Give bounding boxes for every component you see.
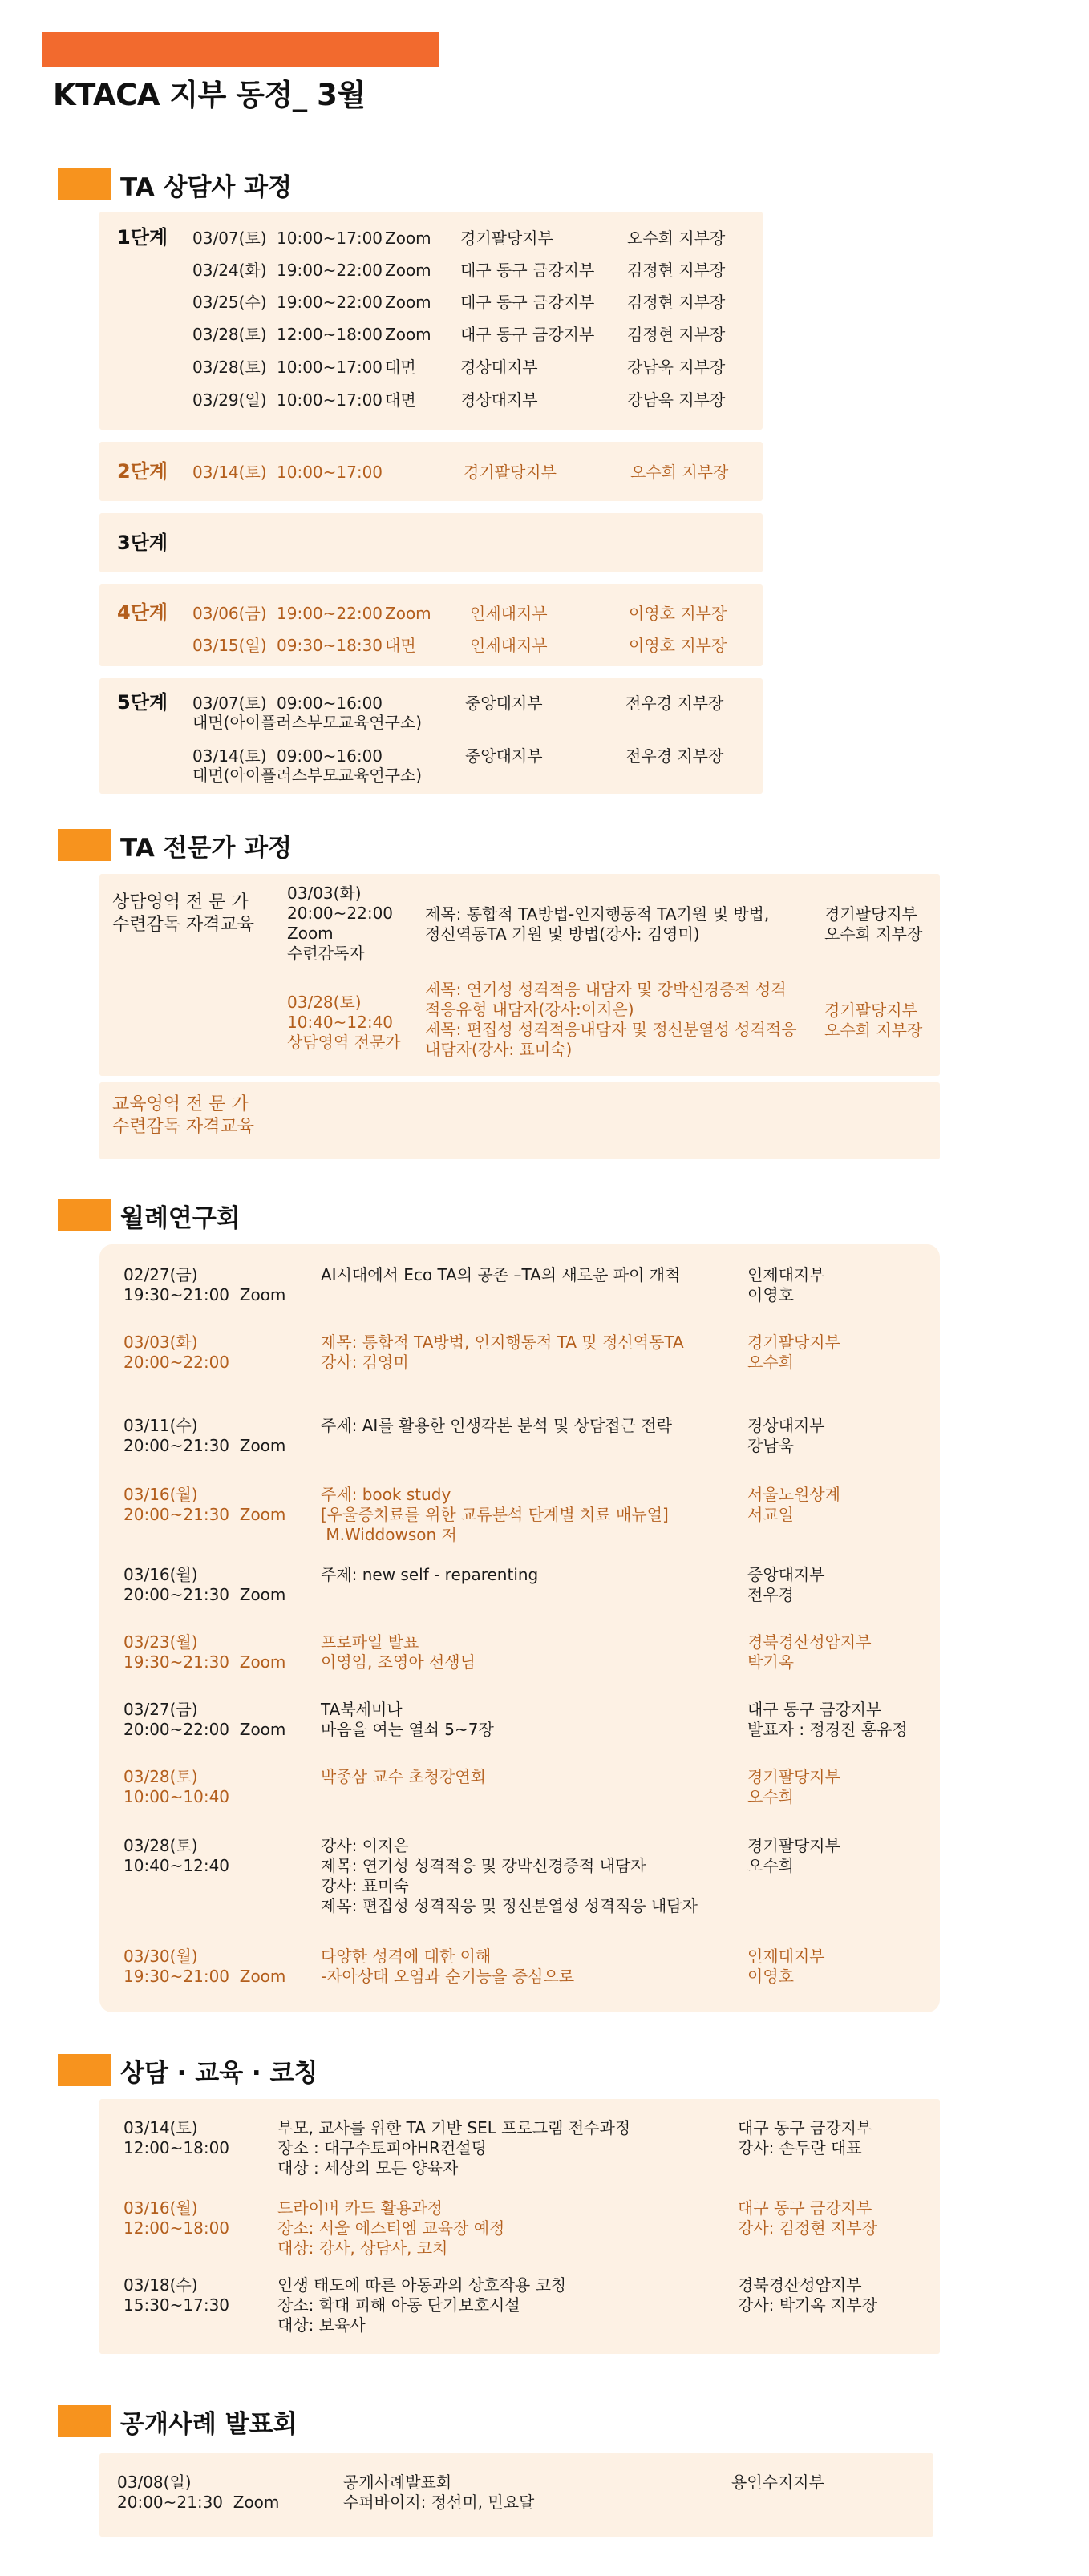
row-time: 10:00~17:00 bbox=[277, 463, 383, 482]
expert-branch: 경기팔당지부 오수희 지부장 bbox=[824, 1001, 923, 1040]
row-branch: 경상대지부 bbox=[460, 390, 538, 410]
monthly-branch: 경기팔당지부 오수희 bbox=[747, 1767, 840, 1806]
monthly-when: 03/23(월) 19:30~21:30 Zoom bbox=[123, 1632, 286, 1672]
row-branch: 경기팔당지부 bbox=[464, 463, 557, 482]
row-date: 03/24(화) bbox=[192, 261, 267, 280]
page-title: KTACA 지부 동정_ 3월 bbox=[53, 78, 366, 112]
section-header-counseling bbox=[58, 2052, 318, 2088]
counseling-branch: 대구 동구 금강지부 강사: 김정현 지부장 bbox=[738, 2198, 878, 2238]
row-person: 전우경 지부장 bbox=[625, 746, 724, 766]
monthly-when: 03/16(월) 20:00~21:30 Zoom bbox=[123, 1485, 286, 1524]
row-branch: 대구 동구 금강지부 bbox=[460, 261, 595, 280]
monthly-branch: 경기팔당지부 오수희 bbox=[747, 1332, 840, 1372]
row-date: 03/29(일) bbox=[192, 390, 267, 410]
expert-subject: 제목: 통합적 TA방법-인지행동적 TA기원 및 방법, 정신역동TA 기원 및 방법(강사: 김영미) bbox=[425, 904, 770, 944]
monthly-content: AI시대에서 Eco TA의 공존 –TA의 새로운 파이 개척 bbox=[321, 1265, 681, 1284]
monthly-when: 03/30(월) 19:30~21:00 Zoom bbox=[123, 1947, 286, 1986]
row-person: 이영호 지부장 bbox=[629, 636, 727, 655]
section-title: 월례연구회 bbox=[120, 1203, 241, 1233]
row-date: 03/07(토) bbox=[192, 228, 267, 248]
section-header-ta-expert bbox=[58, 827, 292, 863]
monthly-content: 강사: 이지은 제목: 연기성 성격적응 및 강박신경증적 내담자 강사: 표미숙 제목: 편집성 성격적응 및 정신분열성 성격적응 내담자 bbox=[321, 1836, 698, 1915]
expert-category-label: 교육영역 전 문 가 수련감독 자격교육 bbox=[112, 1094, 255, 1137]
monthly-branch: 중앙대지부 전우경 bbox=[747, 1565, 825, 1604]
row-date: 03/07(토) bbox=[192, 694, 267, 713]
monthly-when: 03/11(수) 20:00~21:30 Zoom bbox=[123, 1416, 286, 1455]
row-date: 03/28(토) bbox=[192, 358, 267, 377]
row-time: 10:00~17:00 bbox=[277, 228, 383, 248]
row-person: 강남욱 지부장 bbox=[627, 358, 726, 377]
expert-when: 03/28(토) 10:40~12:40 상담영역 전문가 bbox=[287, 993, 401, 1052]
row-branch: 중앙대지부 bbox=[465, 694, 543, 713]
monthly-content: 박종삼 교수 초청강연회 bbox=[321, 1767, 486, 1786]
monthly-content: 다양한 성격에 대한 이해 -자아상태 오염과 순기능을 중심으로 bbox=[321, 1947, 575, 1986]
monthly-content: 프로파일 발표 이영임, 조영아 선생님 bbox=[321, 1632, 476, 1672]
row-date: 03/14(토) bbox=[192, 463, 267, 482]
monthly-branch: 경기팔당지부 오수희 bbox=[747, 1836, 840, 1875]
monthly-branch: 인제대지부 이영호 bbox=[747, 1947, 825, 1986]
row-place: 대면(아이플러스부모교육연구소) bbox=[192, 713, 423, 732]
row-person: 전우경 지부장 bbox=[625, 694, 724, 713]
row-time: 19:00~22:00 bbox=[277, 293, 383, 312]
monthly-when: 03/28(토) 10:40~12:40 bbox=[123, 1836, 230, 1875]
row-date: 03/14(토) bbox=[192, 746, 267, 766]
public-case-content: 공개사례발표회 수퍼바이저: 정선미, 민요달 bbox=[343, 2473, 535, 2512]
monthly-branch: 대구 동구 금강지부 발표자 : 정경진 홍유정 bbox=[747, 1700, 908, 1739]
monthly-content: 제목: 통합적 TA방법, 인지행동적 TA 및 정신역동TA 강사: 김영미 bbox=[321, 1332, 684, 1372]
monthly-content: 주제: book study [우울증치료를 위한 교류분석 단계별 치료 매뉴얼] M.Widdowson 저 bbox=[321, 1485, 669, 1544]
row-time: 10:00~17:00 bbox=[277, 390, 383, 410]
row-date: 03/15(일) bbox=[192, 636, 267, 655]
stage-3-box bbox=[99, 513, 763, 572]
row-mode: 대면 bbox=[385, 358, 416, 377]
row-time: 19:00~22:00 bbox=[277, 604, 383, 623]
public-case-branch: 용인수지지부 bbox=[731, 2473, 824, 2492]
section-title: 공개사례 발표회 bbox=[120, 2409, 298, 2439]
title-accent-bar bbox=[42, 32, 439, 67]
row-branch: 경상대지부 bbox=[460, 358, 538, 377]
row-person: 김정현 지부장 bbox=[627, 293, 726, 312]
row-mode: 대면 bbox=[385, 390, 416, 410]
row-mode: 대면 bbox=[385, 636, 416, 655]
row-time: 19:00~22:00 bbox=[277, 261, 383, 280]
counseling-when: 03/18(수) 15:30~17:30 bbox=[123, 2275, 230, 2315]
row-mode: Zoom bbox=[385, 325, 431, 344]
monthly-when: 02/27(금) 19:30~21:00 Zoom bbox=[123, 1265, 286, 1304]
row-person: 김정현 지부장 bbox=[627, 261, 726, 280]
section-title: TA 상담사 과정 bbox=[120, 172, 293, 202]
section-mark bbox=[58, 168, 111, 200]
counseling-content: 드라이버 카드 활용과정 장소: 서울 에스티엠 교육장 예정 대상: 강사, 상담사, 코치 bbox=[277, 2198, 505, 2258]
monthly-when: 03/16(월) 20:00~21:30 Zoom bbox=[123, 1565, 286, 1604]
section-title: TA 전문가 과정 bbox=[120, 833, 293, 863]
row-time: 12:00~18:00 bbox=[277, 325, 383, 344]
counseling-when: 03/16(월) 12:00~18:00 bbox=[123, 2198, 230, 2238]
monthly-content: 주제: AI를 활용한 인생각본 분석 및 상담접근 전략 bbox=[321, 1416, 672, 1435]
monthly-branch: 경상대지부 강남욱 bbox=[747, 1416, 825, 1455]
expert-category-label: 상담영역 전 문 가 수련감독 자격교육 bbox=[112, 892, 255, 935]
stage-label: 4단계 bbox=[117, 601, 168, 624]
row-person: 김정현 지부장 bbox=[627, 325, 726, 344]
row-date: 03/06(금) bbox=[192, 604, 267, 623]
counseling-content: 인생 태도에 따른 아동과의 상호작용 코칭 장소: 학대 피해 아동 단기보호시설 대상: 보육사 bbox=[277, 2275, 567, 2335]
row-place: 대면(아이플러스부모교육연구소) bbox=[192, 766, 423, 785]
section-mark bbox=[58, 829, 111, 861]
row-date: 03/25(수) bbox=[192, 293, 267, 312]
row-time: 09:00~16:00 bbox=[277, 746, 383, 766]
section-mark bbox=[58, 1199, 111, 1231]
row-time: 10:00~17:00 bbox=[277, 358, 383, 377]
monthly-when: 03/03(화) 20:00~22:00 bbox=[123, 1332, 230, 1372]
row-mode: Zoom bbox=[385, 228, 431, 248]
row-branch: 경기팔당지부 bbox=[460, 228, 553, 248]
row-branch: 대구 동구 금강지부 bbox=[460, 293, 595, 312]
row-person: 오수희 지부장 bbox=[627, 228, 726, 248]
expert-branch: 경기팔당지부 오수희 지부장 bbox=[824, 904, 923, 944]
monthly-content: 주제: new self - reparenting bbox=[321, 1565, 539, 1584]
row-mode: Zoom bbox=[385, 293, 431, 312]
row-mode: Zoom bbox=[385, 261, 431, 280]
stage-label: 2단계 bbox=[117, 460, 168, 483]
row-branch: 대구 동구 금강지부 bbox=[460, 325, 595, 344]
row-person: 오수희 지부장 bbox=[630, 463, 729, 482]
counseling-branch: 대구 동구 금강지부 강사: 손두란 대표 bbox=[738, 2118, 872, 2157]
counseling-content: 부모, 교사를 위한 TA 기반 SEL 프로그램 전수과정 장소 : 대구수토피아HR컨설팅 대상 : 세상의 모든 양육자 bbox=[277, 2118, 631, 2178]
public-case-when: 03/08(일) 20:00~21:30 Zoom bbox=[117, 2473, 280, 2512]
section-mark bbox=[58, 2054, 111, 2086]
section-title: 상담 · 교육 · 코칭 bbox=[120, 2058, 318, 2088]
monthly-branch: 서울노원상계 서교일 bbox=[747, 1485, 840, 1524]
row-date: 03/28(토) bbox=[192, 325, 267, 344]
row-time: 09:30~18:30 bbox=[277, 636, 383, 655]
row-branch: 인제대지부 bbox=[470, 604, 548, 623]
row-time: 09:00~16:00 bbox=[277, 694, 383, 713]
row-branch: 인제대지부 bbox=[470, 636, 548, 655]
section-header-ta-counselor bbox=[58, 167, 292, 202]
section-mark bbox=[58, 2405, 111, 2437]
expert-when: 03/03(화) 20:00~22:00 Zoom 수련감독자 bbox=[287, 884, 394, 963]
row-person: 이영호 지부장 bbox=[629, 604, 727, 623]
stage-label: 5단계 bbox=[117, 691, 168, 714]
section-header-monthly bbox=[58, 1198, 241, 1233]
section-header-public-case bbox=[58, 2404, 297, 2439]
counseling-branch: 경북경산성암지부 강사: 박기옥 지부장 bbox=[738, 2275, 878, 2315]
monthly-when: 03/28(토) 10:00~10:40 bbox=[123, 1767, 230, 1806]
expert-subject: 제목: 연기성 성격적응 내담자 및 강박신경증적 성격 적응유형 내담자(강사:이지은) 제목: 편집성 성격적응내담자 및 정신분열성 성격적응 내담자(강사: 표미숙) bbox=[425, 980, 797, 1059]
stage-label: 1단계 bbox=[117, 226, 168, 249]
row-mode: Zoom bbox=[385, 604, 431, 623]
monthly-when: 03/27(금) 20:00~22:00 Zoom bbox=[123, 1700, 286, 1739]
monthly-branch: 인제대지부 이영호 bbox=[747, 1265, 825, 1304]
monthly-branch: 경북경산성암지부 박기옥 bbox=[747, 1632, 872, 1672]
row-branch: 중앙대지부 bbox=[465, 746, 543, 766]
stage-label: 3단계 bbox=[117, 532, 168, 554]
monthly-content: TA북세미나 마음을 여는 열쇠 5~7장 bbox=[321, 1700, 494, 1739]
row-person: 강남욱 지부장 bbox=[627, 390, 726, 410]
counseling-when: 03/14(토) 12:00~18:00 bbox=[123, 2118, 230, 2157]
